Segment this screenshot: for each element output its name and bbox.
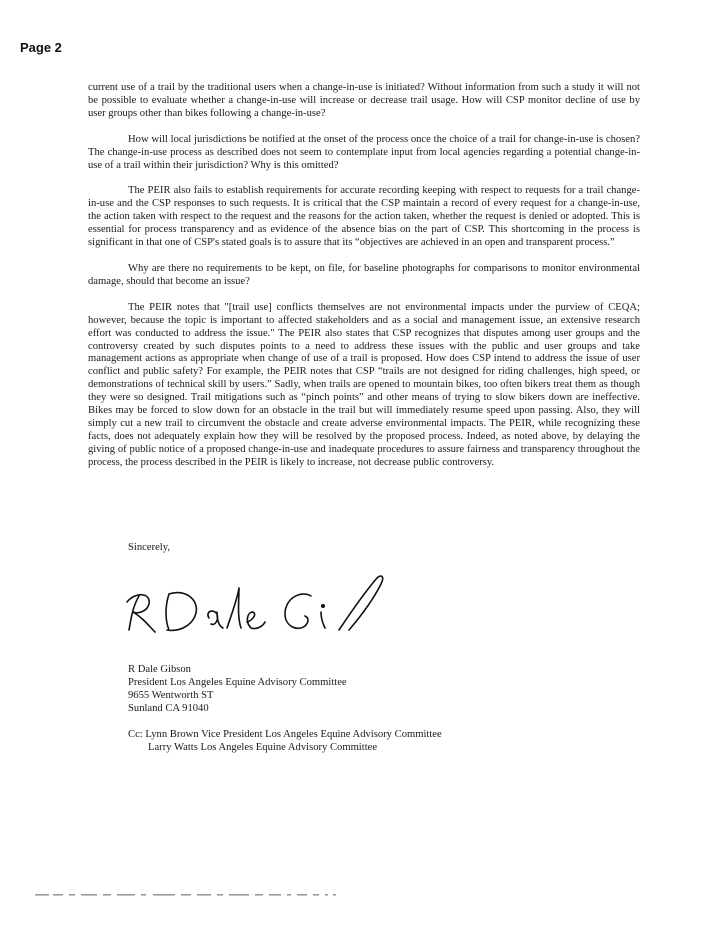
scan-artifact-line (35, 893, 350, 897)
handwritten-signature (125, 572, 415, 642)
cc-list (128, 729, 442, 755)
paragraph-2: How will local jurisdictions be notified at the onset of the process once the choice of a trail for change-in-use is chosen? The change-in-use process as described does not seem to contemplate input from local agencies regarding a potential change-in-use of a trail within their jurisdiction? Why is this omitted? (88, 133, 640, 171)
paragraph-4: Why are there no requirements to be kept, on file, for baseline photographs for comparisons to monitor environmental damage, should that become an issue? (88, 262, 640, 287)
cc-line-2: Larry Watts Los Angeles Equine Advisory Committee (148, 741, 378, 753)
paragraph-3: The PEIR also fails to establish requirements for accurate recording keeping with respect to requests for a trail change-in-use and the CSP responses to such requests. It is critical that the CSP maintain a record of every request for a change-in-use, the action taken with respect to the request and the reasons for the action taken, whether the request is denied or adopted. This is essential for process transparency and as evidence of the absence bias on the part of CSP. This shortcoming in the process is significant in that one of CSP's stated goals is to assure that its “objectives are achieved in an open and transparent process.” (88, 185, 640, 249)
address-line-2: Sunland CA 91040 (128, 702, 209, 714)
signer-title: President Los Angeles Equine Advisory Committee (128, 676, 347, 688)
page-number-label: Page 2 (20, 40, 62, 55)
paragraph-5: The PEIR notes that "[trail use] conflicts themselves are not environmental impacts under the purview of CEQA; however, because the topic is important to affected stakeholders and as a social and management issue, an extensive research effort was conducted to address the issue." The PEIR also states that CSP recognizes that disputes among user groups and the controversy created by such disputes points to a need to address these issues with the public and user groups and take management actions as appropriate when change of use of a trail is proposed. How does CSP intend to address the issue of user conflict and public safety? For example, the PEIR notes that CSP “trails are not designed for riding challenges, high speed, or demonstrations of technical skill by users.” Sadly, when trails are opened to mountain bikes, too often bikers treat them as though they were so designed. Trail mitigations such as “pinch points” and other means of trying to slow bikers down are ineffective. Bikes may be forced to slow down for an obstacle in the trail but will immediately resume speed upon passing. Also, they will simply cut a new trail to circumvent the obstacle and create adverse environmental impacts. The PEIR, while recognizing these facts, does not adequately explain how they will be resolved by the proposed process. Indeed, as noted above, by delaying the giving of public notice of a proposed change-in-use and inadequate procedures to assure fairness and transparency throughout the process, the process described in the PEIR is likely to increase, not decrease public controversy. (88, 301, 640, 468)
cc-line-1: Cc: Lynn Brown Vice President Los Angeles Equine Advisory Committee (128, 729, 442, 740)
closing-salutation: Sincerely, (128, 542, 170, 553)
paragraph-1: current use of a trail by the traditional users when a change-in-use is initiated? Without information from such a study it will not be possible to evaluate whether a change-in-use will increase or decrease trail usage. How will CSP monitor decline of use by user groups other than bikes following a change-in-use? (88, 82, 640, 119)
signature-block (128, 664, 347, 716)
signer-name: R Dale Gibson (128, 664, 191, 675)
letter-body (88, 82, 640, 483)
address-line-1: 9655 Wentworth ST (128, 689, 214, 701)
